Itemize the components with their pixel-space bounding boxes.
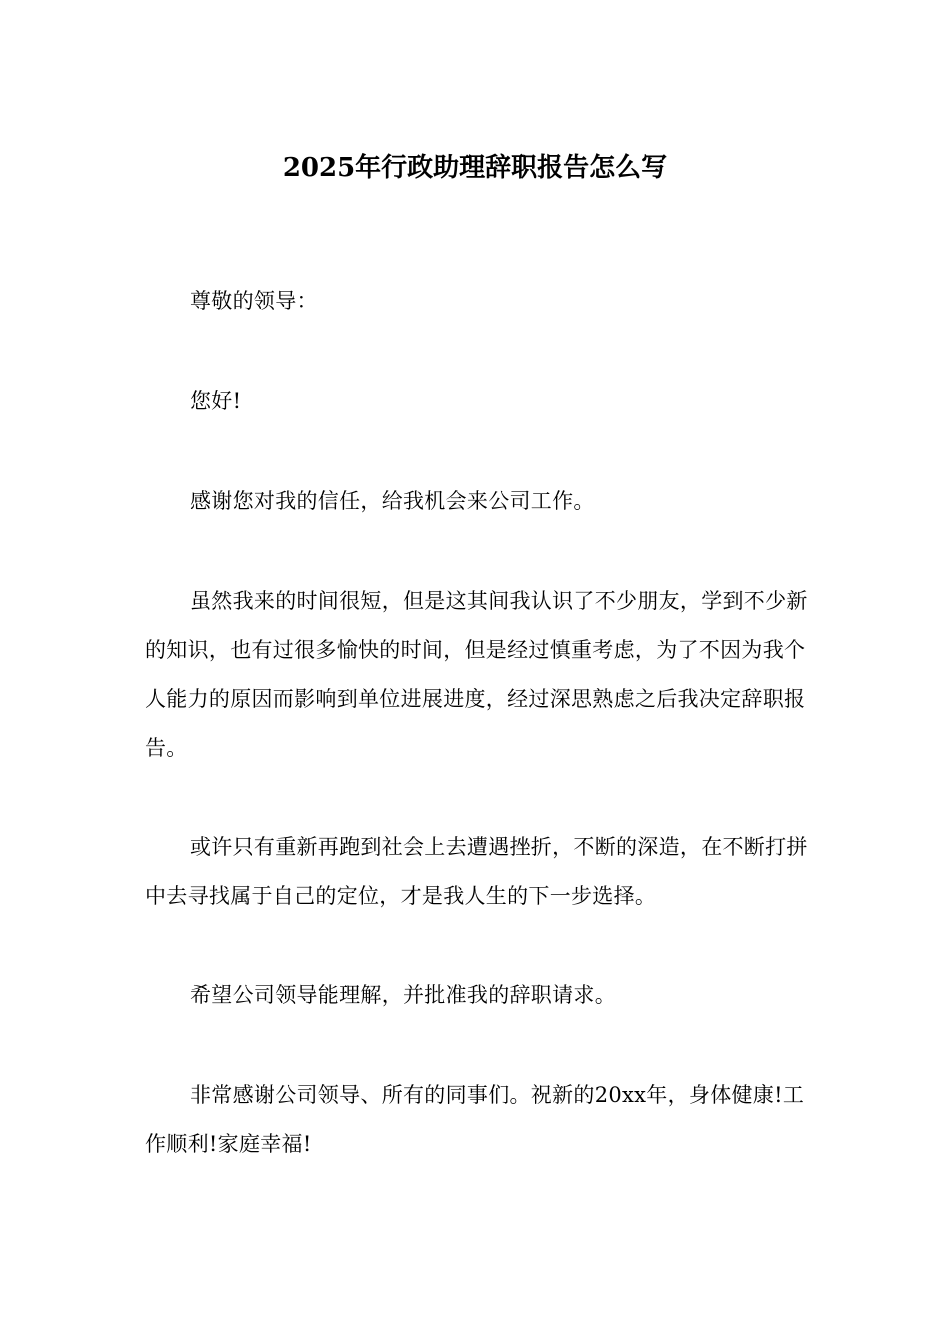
greeting: 您好! [190,389,242,413]
document-title: 2025年行政助理辞职报告怎么写 [282,153,668,184]
body-paragraph-future: 或许只有重新再跑到社会上去遭遇挫折，不断的深造，在不断打拼中去寻找属于自己的定位，才是我人生的下一步选择。 [145,835,808,908]
body-paragraph-thanks: 感谢您对我的信任，给我机会来公司工作。 [190,489,595,513]
salutation: 尊敬的领导： [190,289,318,313]
body-paragraph-reason: 虽然我来的时间很短，但是这其间我认识了不少朋友，学到不少新的知识，也有过很多愉快的时间，但是经过慎重考虑，为了不因为我个人能力的原因而影响到单位进展进度，经过深思熟虑之后我决定辞职报告。 [145,589,808,760]
body-paragraph-request: 希望公司领导能理解，并批准我的辞职请求。 [190,983,616,1007]
closing-paragraph: 非常感谢公司领导、所有的同事们。祝新的20xx年，身体健康!工作顺利!家庭幸福! [145,1083,805,1156]
